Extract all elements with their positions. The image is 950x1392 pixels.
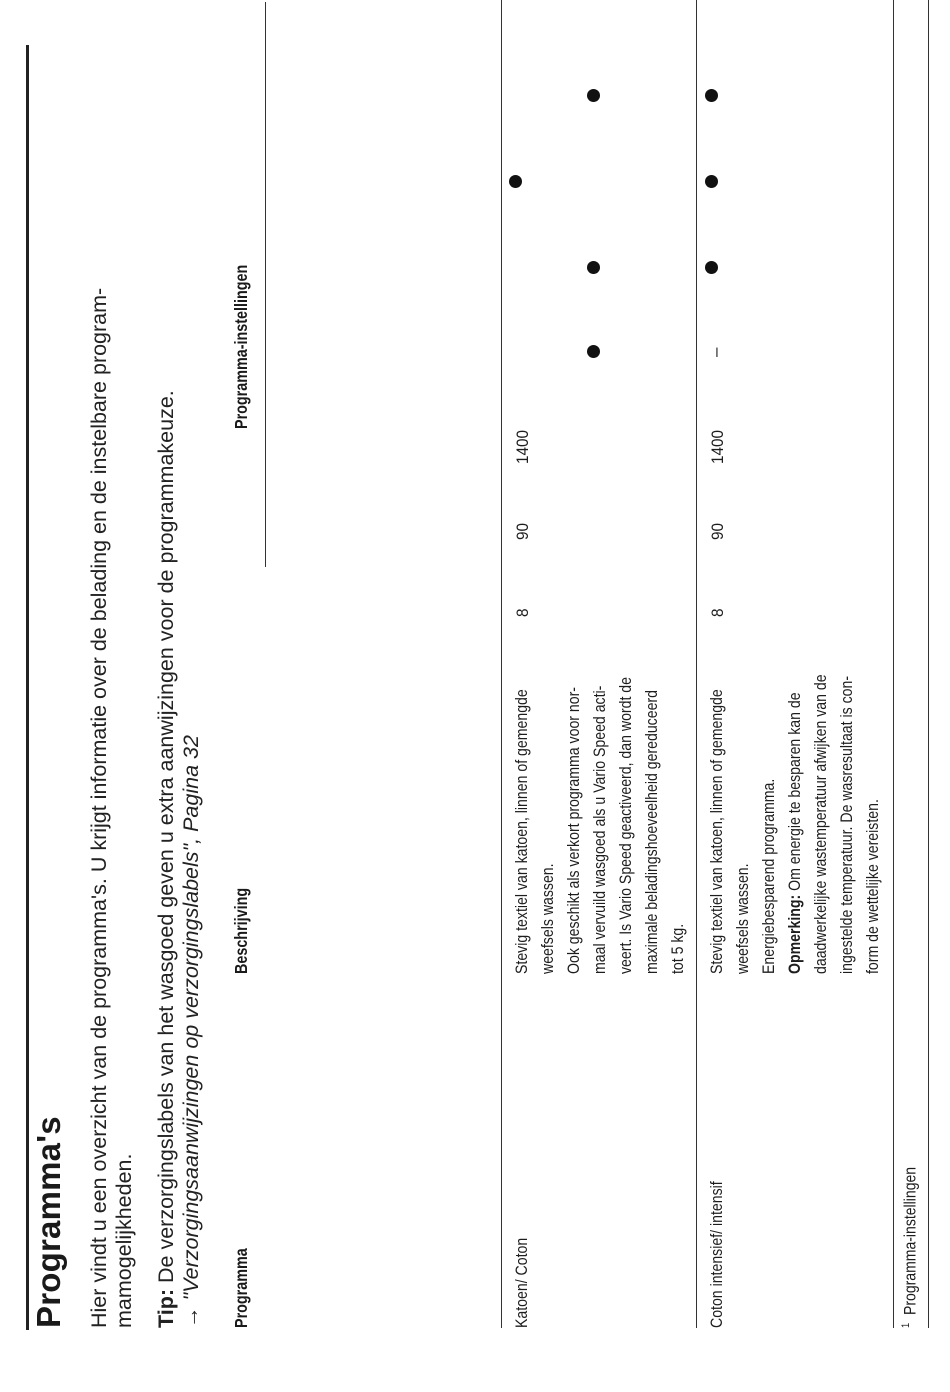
tip-paragraph xyxy=(154,390,179,1328)
description-line: form de wettelijke vereisten. xyxy=(863,799,882,974)
description-line: ingestelde temperatuur. De wasresultaat is con- xyxy=(837,675,856,974)
table-bottom-rule xyxy=(928,0,929,1328)
intro-line-2: mamogelijkheden. xyxy=(112,1153,136,1328)
description-line: tot 5 kg. xyxy=(668,923,687,974)
description-line: weefsels wassen. xyxy=(733,863,752,974)
description-line: Ook geschikt als verkort programma voor nor- xyxy=(564,686,583,974)
description-line: Stevig textiel van katoen, linnen of gemengde xyxy=(512,689,531,974)
note-label: Opmerking: xyxy=(785,894,804,974)
description-line: maximale beladingshoeveelheid gereduceerd xyxy=(642,690,661,974)
header-beschrijving: Beschrijving xyxy=(231,887,251,974)
tip-reference xyxy=(179,735,204,1328)
row-2-spin: 1400 xyxy=(708,429,727,464)
footnote xyxy=(900,1167,921,1328)
header-subrule xyxy=(265,2,266,567)
row-2-option-3-dot xyxy=(705,175,718,188)
row-1-programma: Katoen/ Coton xyxy=(512,1237,531,1328)
description-line: Energiebesparend programma. xyxy=(759,778,778,974)
header-programma: Programma xyxy=(231,1248,251,1328)
tip-text: De verzorgingslabels van het wasgoed geven u extra aanwijzingen voor de programmakeuze. xyxy=(154,390,178,1289)
row-2-temperature: 90 xyxy=(708,522,727,540)
table-rule-3 xyxy=(893,0,894,1328)
tip-label: Tip: xyxy=(154,1288,178,1328)
description-line: veert. Is Vario Speed geactiveerd, dan wordt de xyxy=(616,676,635,974)
row-1-temperature: 90 xyxy=(513,522,532,540)
row-2-option-2-dot xyxy=(705,261,718,274)
row-1-option-2-dot xyxy=(587,261,600,274)
row-1-option-4-dot xyxy=(587,89,600,102)
row-2-option-1-dash: – xyxy=(706,347,725,357)
row-1-load: 8 xyxy=(513,608,532,617)
table-rule-1 xyxy=(501,0,502,1328)
row-2-programma: Coton intensief/ intensif xyxy=(707,1181,726,1328)
description-line: daadwerkelijke wastemperatuur afwijken van de xyxy=(811,674,830,974)
row-1-spin: 1400 xyxy=(513,429,532,464)
footnote-text: Programma-instellingen xyxy=(901,1166,920,1315)
description-line: Stevig textiel van katoen, linnen of gemengde xyxy=(707,689,726,974)
row-1-description xyxy=(509,677,691,974)
section-marker-bar xyxy=(26,45,29,1330)
row-2-option-4-dot xyxy=(705,89,718,102)
row-1-option-1-dot xyxy=(587,345,600,358)
page-title: Programma's xyxy=(30,1116,67,1328)
description-line: weefsels wassen. xyxy=(538,863,557,974)
intro-line-1: Hier vindt u een overzicht van de programma's. U krijgt informatie over de belading en de instelbare program- xyxy=(87,287,111,1328)
tip-link[interactable]: "Verzorgingsaanwijzingen op verzorgingslabels", Pagina 32 xyxy=(179,735,203,1301)
row-2-description xyxy=(704,674,886,974)
row-1-option-3-dot xyxy=(509,175,522,188)
row-2-load: 8 xyxy=(708,608,727,617)
table-rule-2 xyxy=(696,0,697,1328)
description-line: maal vervuild wasgoed als u Vario Speed acti- xyxy=(590,685,609,974)
note-text: Om energie te besparen kan de xyxy=(785,692,804,895)
header-programma-instellingen: Programma-instellingen xyxy=(231,264,251,429)
arrow-icon: → xyxy=(179,1300,203,1328)
description-note-line xyxy=(782,674,808,974)
footnote-marker: 1 xyxy=(900,1322,912,1328)
